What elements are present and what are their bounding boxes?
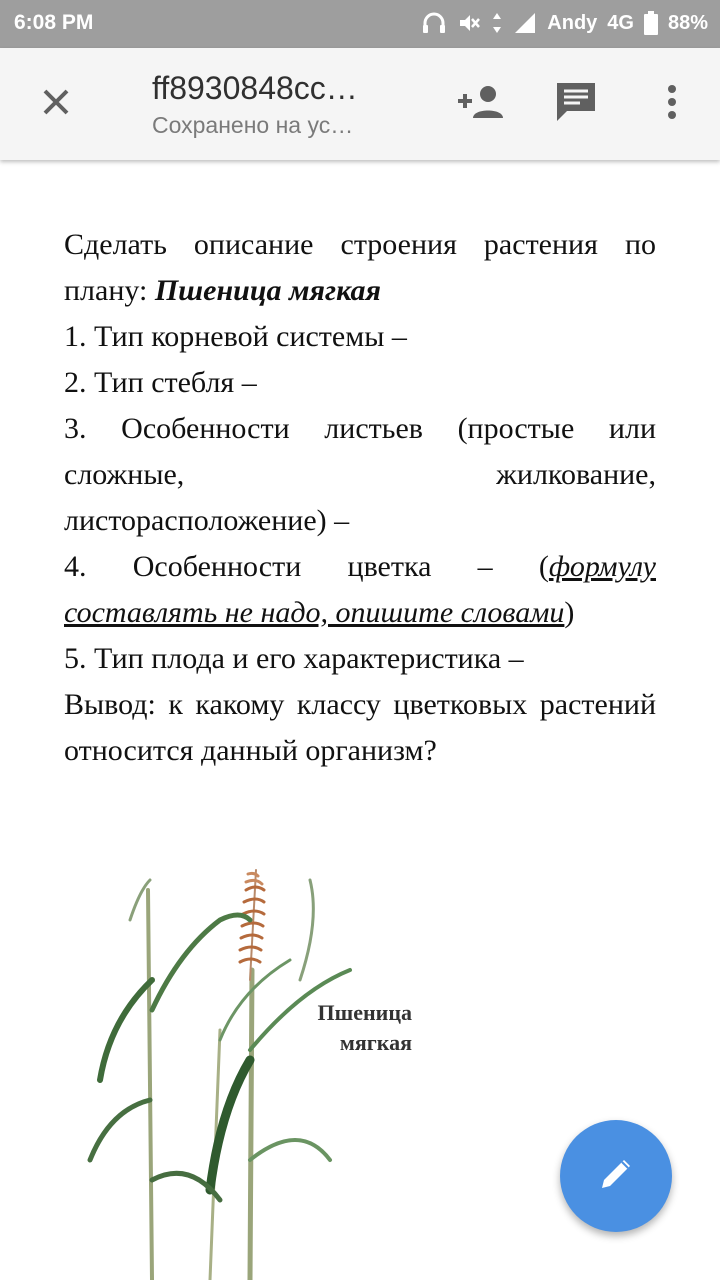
plan-item-3-line3: листорасположение) – bbox=[64, 504, 350, 537]
plan-item-3-line1: 3. Особенности листьев (простые или bbox=[64, 412, 656, 445]
wheat-illustration bbox=[70, 860, 430, 1280]
network-label: 4G bbox=[607, 11, 634, 34]
plan-item-2: 2. Тип стебля – bbox=[64, 366, 257, 399]
add-person-icon bbox=[456, 84, 504, 125]
plan-item-4-line1: 4. Особенности цветка – (формулу bbox=[64, 550, 656, 583]
edit-fab-button[interactable] bbox=[560, 1120, 672, 1232]
plan-item-1: 1. Тип корневой системы – bbox=[64, 320, 407, 353]
document-body bbox=[64, 222, 656, 774]
comment-button[interactable] bbox=[548, 76, 604, 132]
wheat-ear bbox=[240, 870, 264, 980]
status-bar bbox=[0, 0, 720, 48]
plan-item-4-line2: составлять не надо, опишите словами) bbox=[64, 596, 575, 629]
more-vert-icon bbox=[666, 84, 678, 125]
document-title-block[interactable] bbox=[152, 66, 412, 140]
app-bar bbox=[0, 48, 720, 160]
status-time: 6:08 PM bbox=[14, 11, 94, 34]
close-icon bbox=[40, 86, 72, 123]
document-subtitle: Сохранено на ус… bbox=[152, 112, 354, 138]
plan-item-3-line2: сложные, жилкование, bbox=[64, 458, 656, 491]
more-options-button[interactable] bbox=[644, 76, 700, 132]
add-person-button[interactable] bbox=[452, 76, 508, 132]
data-arrows-icon bbox=[491, 11, 503, 35]
plan-item-4-note-b: составлять не надо, опишите словами bbox=[64, 596, 565, 629]
illustration-label: Пшеница мягкая bbox=[317, 1000, 412, 1055]
mute-icon bbox=[457, 11, 481, 35]
document-title: ff8930848cc… bbox=[152, 70, 358, 106]
battery-icon bbox=[644, 11, 658, 35]
carrier-label: Andy bbox=[547, 11, 598, 34]
plan-item-4-note-a: формулу bbox=[548, 550, 656, 583]
edit-pencil-icon bbox=[596, 1154, 636, 1199]
task-intro: Сделать описание строения растения по плану: Пшеница мягкая bbox=[64, 228, 656, 307]
status-icons bbox=[421, 10, 708, 36]
comment-icon bbox=[555, 81, 597, 128]
conclusion-question: Вывод: к какому классу цветковых растений относится данный организм? bbox=[64, 688, 656, 767]
headset-icon bbox=[421, 10, 447, 36]
plant-name: Пшеница мягкая bbox=[154, 274, 382, 307]
battery-percent: 88% bbox=[667, 11, 708, 34]
close-button[interactable] bbox=[28, 76, 84, 132]
signal-icon bbox=[513, 11, 537, 35]
plan-item-5: 5. Тип плода и его характеристика – bbox=[64, 642, 524, 675]
